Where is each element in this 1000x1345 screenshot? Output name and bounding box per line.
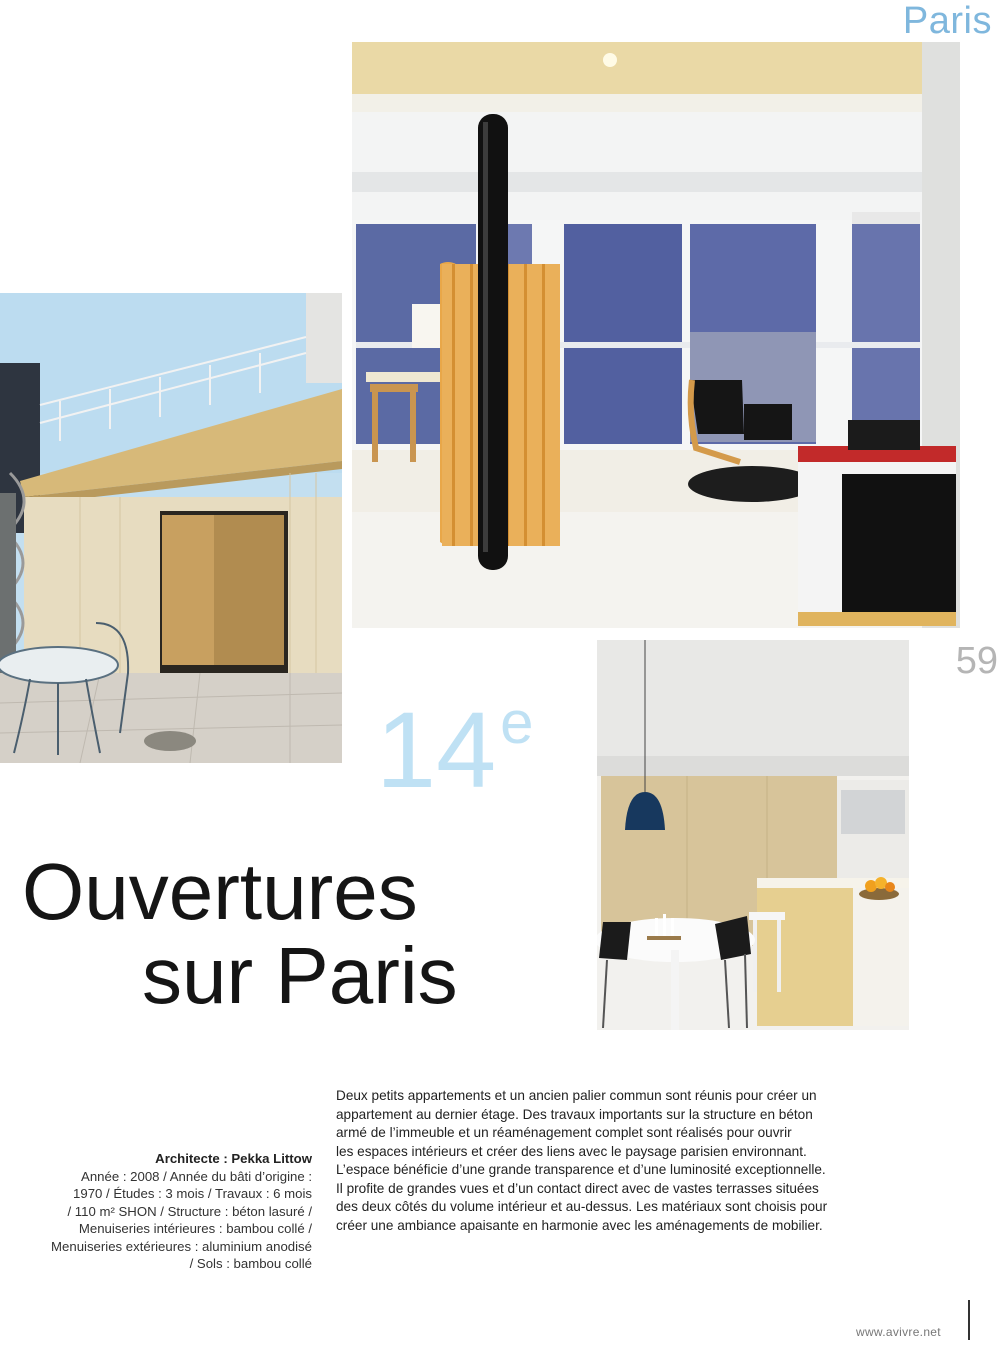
architect-credit: Architecte : Pekka Littow <box>155 1151 312 1166</box>
page-number: 59 <box>955 640 998 682</box>
kitchen-photo <box>597 640 909 1030</box>
body-line: les espaces intérieurs et créer des liens avec le paysage parisien environnant. <box>336 1143 807 1159</box>
footer-website: www.avivre.net <box>856 1325 941 1339</box>
article-title <box>22 847 458 1020</box>
district-number-value: 14 <box>376 689 497 810</box>
section-label: Paris <box>902 0 992 42</box>
body-line: armé de l’immeuble et un réaménagement complet sont réalisés pour ouvrir <box>336 1125 792 1140</box>
body-line: des deux côtés du volume intérieur et au-dessus. Les matériaux sont choisis pour <box>336 1199 828 1214</box>
footer-divider <box>968 1300 970 1340</box>
project-credits <box>20 1150 312 1273</box>
article-title-line-2: sur Paris <box>142 931 458 1020</box>
body-line: Il profite de grandes vues et d’un contact direct avec de vastes terrasses situées <box>336 1180 819 1196</box>
body-line: appartement au dernier étage. Des travaux importants sur la structure en béton <box>336 1106 813 1122</box>
article-title-line-1: Ouvertures <box>22 847 418 936</box>
credit-line: Année : 2008 / Année du bâti d’origine : <box>81 1168 312 1184</box>
body-line: L’espace bénéficie d’une grande transparence et d’une luminosité exceptionnelle. <box>336 1162 826 1177</box>
body-line: Deux petits appartements et un ancien palier commun sont réunis pour créer un <box>336 1088 817 1103</box>
credit-line: / Sols : bambou collé <box>189 1256 312 1271</box>
district-number-suffix: e <box>500 689 534 756</box>
credit-line: Menuiseries extérieures : aluminium anodisé <box>51 1238 312 1254</box>
credit-line: / 110 m² SHON / Structure : béton lasuré / <box>67 1203 312 1219</box>
credit-line: 1970 / Études : 3 mois / Travaux : 6 mois <box>73 1186 312 1201</box>
credit-line: Menuiseries intérieures : bambou collé / <box>78 1221 312 1236</box>
district-number <box>376 689 534 810</box>
article-body <box>336 1087 902 1235</box>
living-room-photo <box>352 42 960 628</box>
body-line: créer une ambiance apaisante en harmonie avec les aménagements de mobilier. <box>336 1217 823 1233</box>
terrace-photo <box>0 293 342 763</box>
